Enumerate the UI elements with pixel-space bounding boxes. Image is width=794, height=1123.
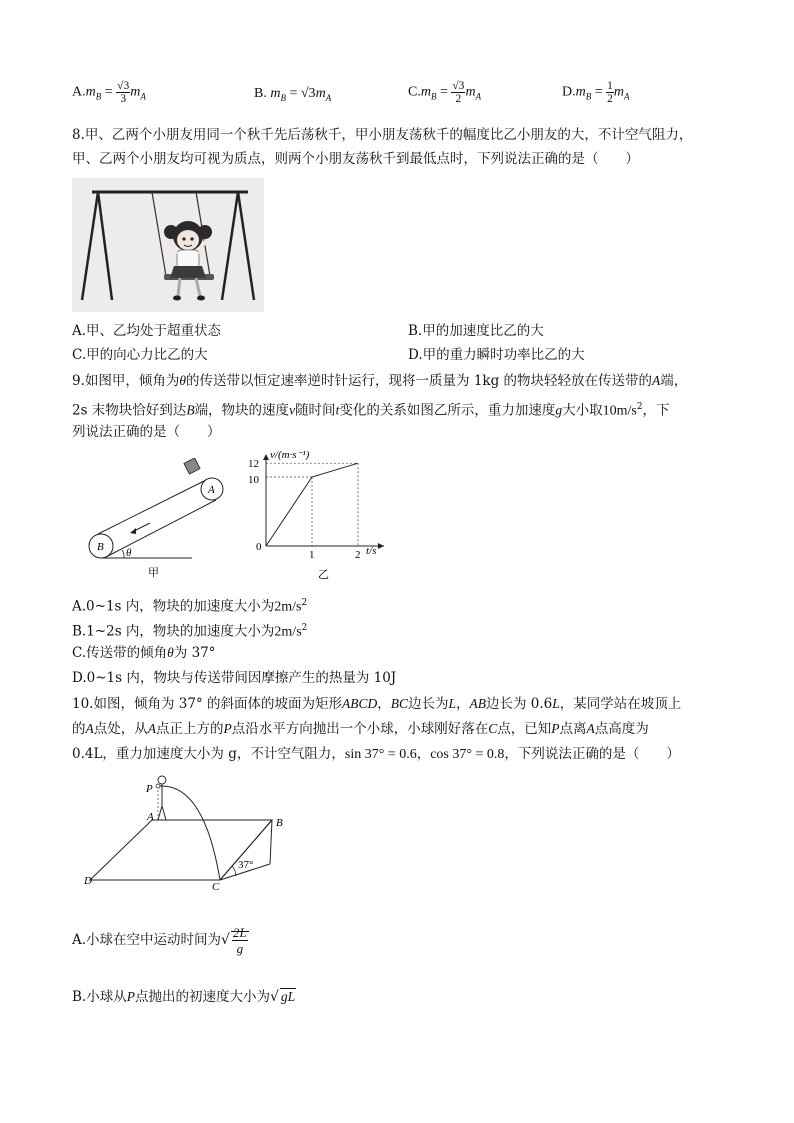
conveyor-belt-bottom: [104, 500, 216, 558]
girl-leg-left: [178, 278, 180, 296]
q9-stem-line2: 2s 末物块恰好到达B端，物块的速度v随时间t变化的关系如图乙所示，重力加速度g大小取$10m/s^2$，下: [72, 402, 670, 419]
theta-label: θ: [126, 547, 132, 559]
q8-option-c: C.甲的向心力比乙的大: [72, 347, 208, 363]
slope-side-line: [270, 820, 272, 864]
label-a: A: [147, 811, 154, 823]
student-leg-left: [158, 806, 162, 820]
q9-option-c: C.传送带的倾角θ为 37°: [72, 645, 216, 661]
y-tick-12: 12: [248, 458, 259, 471]
swing-figure: [72, 178, 264, 312]
label-p: P: [146, 783, 153, 795]
fig-left-caption: 甲: [148, 567, 159, 579]
girl-eye-left: [182, 237, 185, 240]
q8-stem-line1: 8.甲、乙两个小朋友用同一个秋千先后荡秋千，甲小朋友荡秋千的幅度比乙小朋友的大，不计空气阻力，: [72, 127, 693, 143]
trajectory: [160, 786, 220, 880]
y-axis-label: v/(m·s⁻¹): [270, 450, 310, 461]
q10-option-b: B.小球从P点抛出的初速度大小为√ gL: [72, 989, 296, 1005]
q9-option-a: A.0~1s 内，物块的加速度大小为$2m/s^2$: [72, 598, 308, 615]
q10-stem-line2: 的A点处，从A点正上方的P点沿水平方向抛出一个小球，小球刚好落在C点，已知P点离A点高度为: [72, 721, 649, 737]
pulley-b-label: B: [97, 541, 104, 553]
vt-graph: [238, 450, 394, 582]
y-tick-10: 10: [248, 474, 259, 486]
girl-shoe-left: [173, 296, 181, 301]
q9-option-d: D.0~1s 内，物块与传送带间因摩擦产生的热量为 10J: [72, 670, 397, 686]
slope-figure: [84, 772, 294, 890]
angle-arc: [232, 866, 236, 876]
conveyor-belt-top: [98, 478, 210, 534]
q8-option-b: B.甲的加速度比乙的大: [408, 323, 544, 339]
girl-pigtail-right: [198, 225, 212, 239]
x-axis-arrow: [378, 543, 384, 549]
x-tick-2: 2: [355, 549, 361, 561]
origin-label: 0: [256, 541, 262, 553]
student-head: [158, 776, 166, 784]
girl-eye-right: [190, 237, 193, 240]
conveyor-figure: [80, 458, 230, 580]
fig-right-caption: 乙: [318, 569, 329, 581]
q7-option-d: $D.m_B$ = $\frac{1}{2}$ $m_A$: [562, 80, 630, 105]
q10-stem-line3: 0.4L，重力加速度大小为 g，不计空气阻力，sin 37° = 0.6，cos 37° = 0.8，下列说法正确的是（ ）: [72, 746, 680, 762]
q9-stem-line1: 9.如图甲，倾角为θ的传送带以恒定速率逆时针运行，现将一质量为 1kg 的物块轻轻放在传送带的A端，: [72, 373, 688, 389]
label-c: C: [212, 881, 220, 890]
q8-stem-line2: 甲、乙两个小朋友均可视为质点，则两个小朋友荡秋千到最低点时，下列说法正确的是（ ）: [72, 151, 639, 167]
q10-stem-line1: 10.如图，倾角为 37° 的斜面体的坡面为矩形ABCD，BC边长为L，AB边长为 0.6L，某同学站在坡顶上: [72, 696, 682, 712]
girl-shoe-right: [197, 296, 205, 301]
q9-option-b: B.1~2s 内，物块的加速度大小为$2m/s^2$: [72, 623, 308, 640]
q7-option-b: B. $m_B = √3m_A$: [254, 86, 332, 103]
slope-edge-bc: [220, 820, 272, 880]
x-axis-label: t/s: [366, 545, 377, 557]
y-axis-arrow: [263, 454, 269, 460]
q8-option-d: D.甲的重力瞬时功率比乙的大: [408, 347, 585, 363]
q7-option-c: $C.m_B$ = $\frac{√3}{2}$ $m_A$: [408, 80, 482, 105]
q9-stem-line3: 列说法正确的是（ ）: [72, 424, 221, 440]
q10-option-a: A.小球在空中运动时间为√ $\frac{2L}{g}$: [72, 925, 247, 956]
belt-direction-arrowhead: [130, 528, 136, 534]
pulley-a-label: A: [208, 484, 215, 496]
girl-skirt: [170, 266, 206, 278]
conveyor-block: [184, 458, 200, 474]
ball-point-p: [156, 784, 160, 788]
theta-arc: [122, 550, 124, 558]
swing-figure-background: [72, 178, 264, 312]
label-b: B: [276, 817, 283, 829]
student-leg-right: [162, 806, 166, 820]
label-d: D: [84, 875, 92, 887]
label-angle: 37°: [238, 859, 254, 871]
q8-option-a: A.甲、乙均处于超重状态: [72, 323, 222, 339]
girl-pigtail-left: [164, 225, 178, 239]
x-tick-1: 1: [309, 549, 315, 561]
slope-rectangle-abcd: [90, 820, 272, 880]
q7-option-a: $A.m_B$ = $\frac{√3}{3}$ $m_A$: [72, 80, 146, 105]
girl-shirt: [177, 250, 199, 268]
